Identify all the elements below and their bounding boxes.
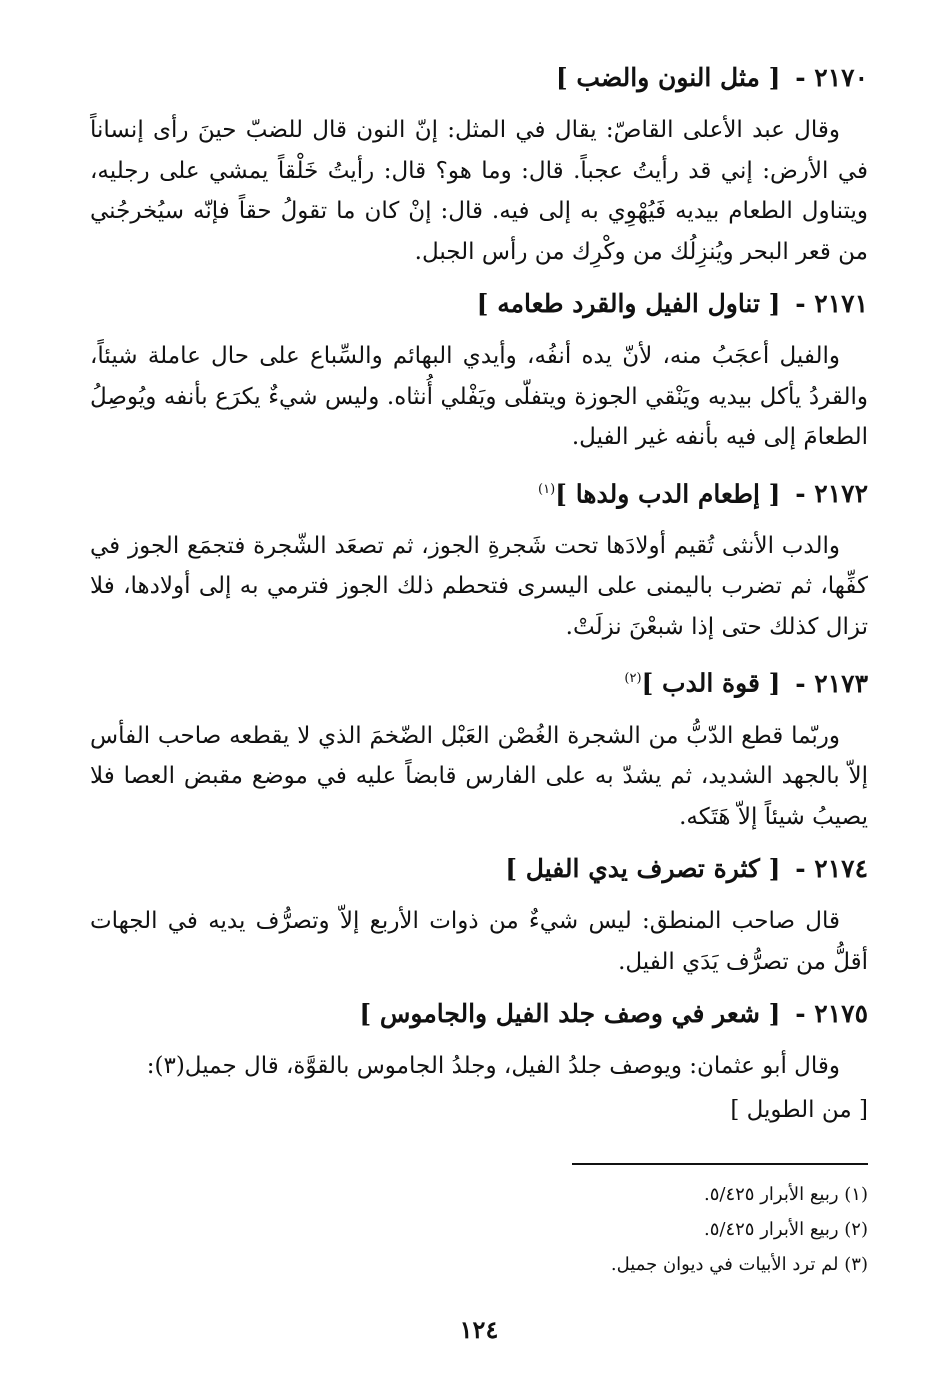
poetic-meter-label: [ من الطويل ]: [730, 1096, 868, 1123]
footnote-separator: [572, 1163, 868, 1165]
section-number: ٢١٧٤ -: [795, 854, 868, 884]
section-2174: [90, 851, 868, 982]
section-heading: [90, 661, 868, 701]
section-number: ٢١٧٠ -: [795, 63, 868, 92]
section-number: ٢١٧٥ -: [795, 999, 868, 1029]
section-2173: [90, 661, 868, 837]
footnote: (٣) لم ترد الأبيات في ديوان جميل.: [610, 1254, 868, 1275]
section-number: ٢١٧٣ -: [795, 668, 868, 698]
footnotes: [90, 1180, 868, 1285]
paragraph: قال صاحب المنطق: ليس شيءٌ من ذوات الأربع إلاّ وتصرُّف يديه في الجهات أقلُّ من تصرُّف يَدَي الفيل.: [90, 908, 868, 975]
page-number: ١٢٤: [459, 1315, 499, 1344]
footnote: (١) ربيع الأبرار ٥/٤٢٥.: [704, 1184, 868, 1205]
paragraph: وقال أبو عثمان: ويوصف جلدُ الفيل، وجلدُ الجاموس بالقوَّة، قال جميل(٣):: [146, 1053, 840, 1080]
section-number: ٢١٧١ -: [795, 289, 868, 318]
section-heading: [90, 60, 868, 96]
section-title: [ قوة الدب ]: [641, 668, 781, 698]
paragraph: وربّما قطع الدّبُّ من الشجرة الغُصْن العَبْل الضّخمَ الذي لا يقطعه صاحب الفأس إلاّ بالجهد الشديد، ثم يشدّ به على الفارس قابضاً عليه في موضع مقبض العصا فلا يصيبُ شيئاً إلاّ هَتَكه.: [90, 722, 868, 830]
book-page: [90, 60, 868, 1360]
section-heading: [90, 472, 868, 512]
section-title: [ مثل النون والضب ]: [555, 63, 781, 92]
section-number: ٢١٧٢ -: [795, 478, 868, 508]
section-2171: [90, 286, 868, 458]
paragraph: والدب الأنثى تُقيم أولادَها تحت شَجرةِ الجوز، ثم تصعَد الشّجرة فتجمَع الجوز في كفِّها، ثم تضرب باليمنى على اليسرى فتحطم ذلك الجوز فترمي به إلى أولادها، فلا تزال كذلك حتى إذا شبعْنَ نزلَتْ.: [90, 532, 868, 640]
section-heading: [90, 851, 868, 887]
section-heading: [90, 286, 868, 322]
paragraph: والفيل أعجَبُ منه، لأنّ يده أنفُه، وأيدي البهائم والسِّباع على حال عاملة شيئاً، والقردُ يأكل بيديه ويَنْقي الجوزة ويتفلّى ويَفْلي أُنثاه. وليس شيءٌ يكرَع بأنفه ويُوصِلُ الطعامَ إلى فيه بأنفه غير الفيل.: [90, 343, 868, 450]
paragraph: وقال عبد الأعلى القاصّ: يقال في المثل: إنّ النون قال للضبّ حينَ رأى إنساناً في الأرض: إني قد رأيتُ عجباً. قال: وما هو؟ قال: رأيتُ خَلْقاً يمشي على رجليه، ويتناول الطعام بيديه فَيُهْوِي به إلى فيه. قال: إنْ كان ما تقولُ حقاً فإنّه سيُخرجُني من قعر البحر ويُنزِلُك من وكْرِك من رأس الجبل.: [90, 117, 868, 265]
section-title: [ إطعام الدب ولدها ]: [555, 478, 781, 508]
section-2175: [90, 996, 868, 1129]
footnote-reference: (٢): [624, 671, 642, 687]
section-title: [ شعر في وصف جلد الفيل والجاموس ]: [359, 999, 781, 1029]
section-title: [ تناول الفيل والقرد طعامه ]: [476, 289, 781, 318]
section-heading: [90, 996, 868, 1032]
section-2170: [90, 60, 868, 272]
footnote-reference: (١): [538, 481, 556, 497]
section-2172: [90, 472, 868, 648]
footnote: (٢) ربيع الأبرار ٥/٤٢٥.: [704, 1219, 868, 1240]
section-title: [ كثرة تصرف يدي الفيل ]: [505, 854, 781, 884]
